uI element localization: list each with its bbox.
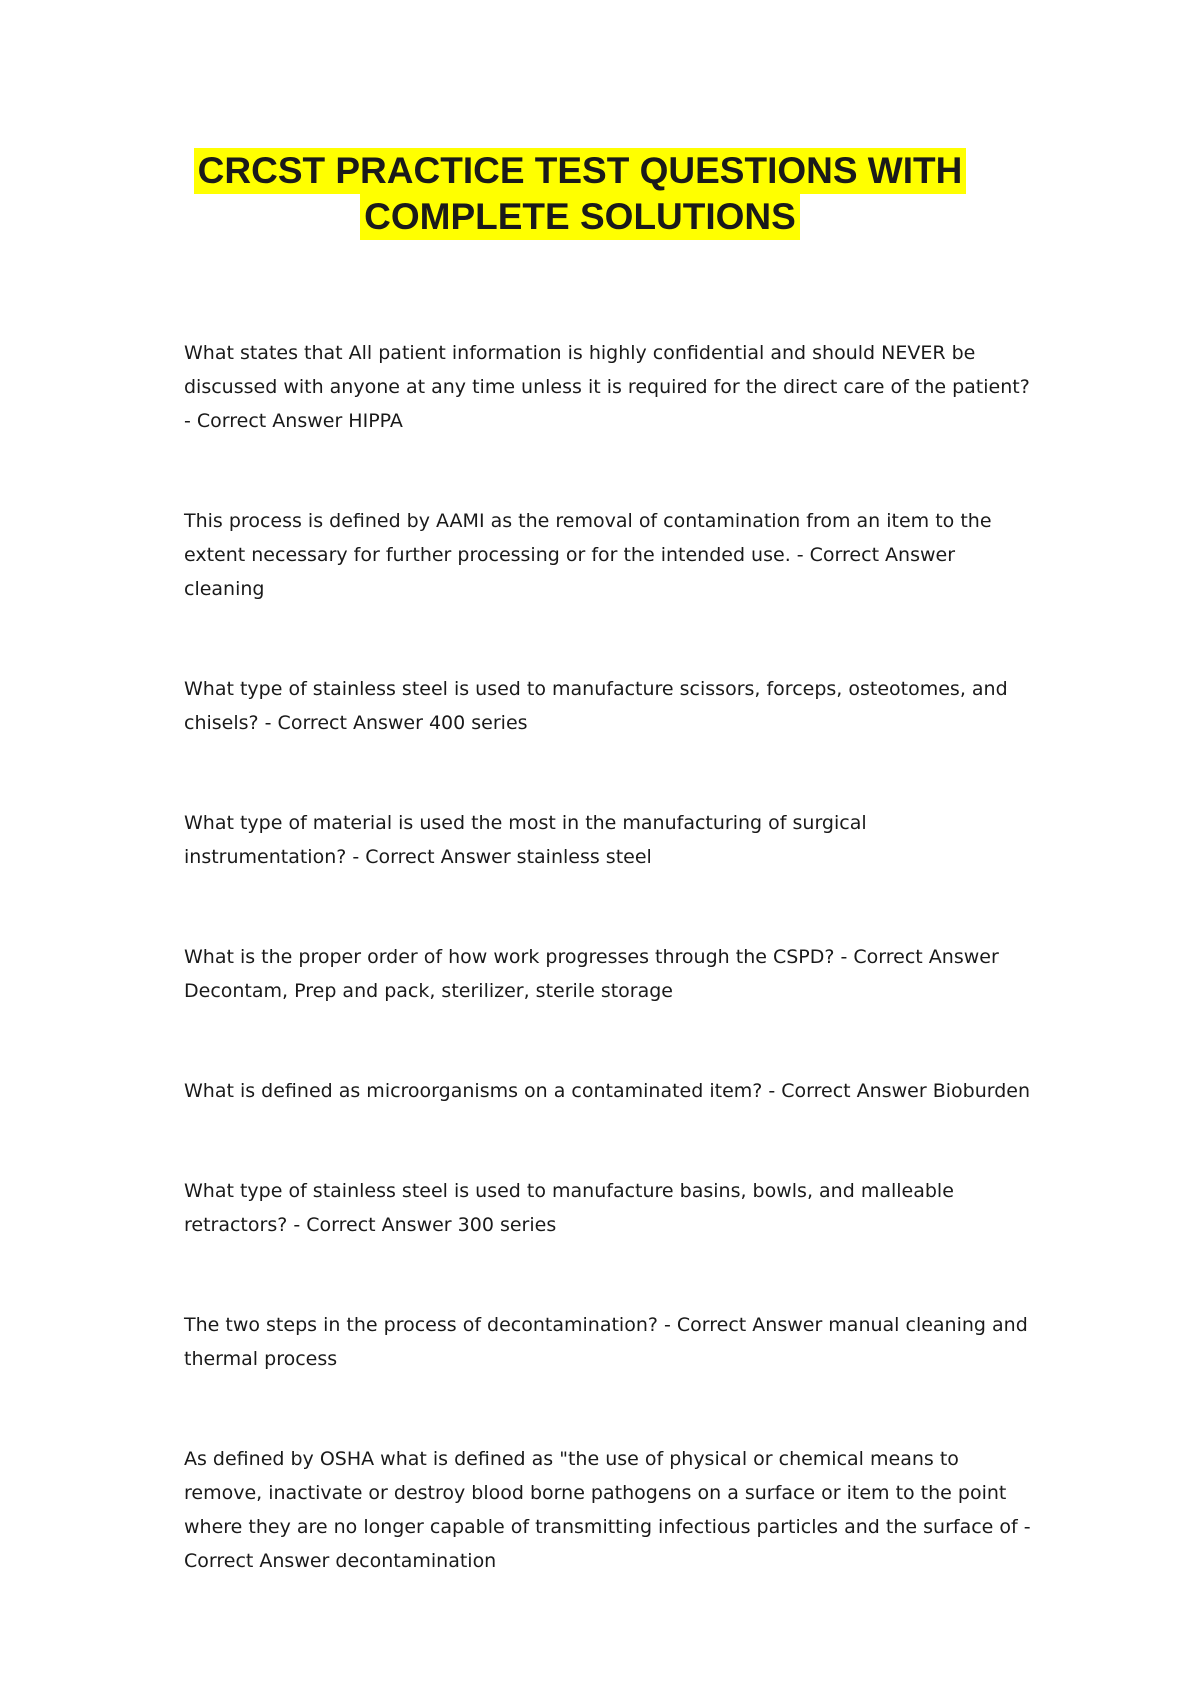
title-line-1: CRCST PRACTICE TEST QUESTIONS WITH: [194, 148, 967, 194]
question-item-6: What is defined as microorganisms on a contaminated item? - Correct Answer Bioburden: [184, 1080, 1031, 1102]
title-line-2: COMPLETE SOLUTIONS: [360, 194, 800, 240]
question-item-7: What type of stainless steel is used to manufacture basins, bowls, and malleable retractors? - Correct Answer 300 series: [184, 1180, 954, 1236]
question-item-5: What is the proper order of how work progresses through the CSPD? - Correct Answer Decontam, Prep and pack, sterilizer, sterile storage: [184, 946, 999, 1002]
question-item-2: This process is defined by AAMI as the removal of contamination from an item to the extent necessary for further processing or for the intended use. - Correct Answer cleaning: [184, 510, 992, 600]
question-item-1: What states that All patient information is highly confidential and should NEVER be discussed with anyone at any time unless it is required for the direct care of the patient? - Correct Answer HIPPA: [184, 342, 1030, 432]
question-list: [184, 336, 1034, 1578]
document-title: [0, 148, 1160, 240]
question-item-4: What type of material is used the most in the manufacturing of surgical instrumentation? - Correct Answer stainless steel: [184, 812, 867, 868]
question-item-8: The two steps in the process of decontamination? - Correct Answer manual cleaning and thermal process: [184, 1314, 1028, 1370]
question-item-9: As defined by OSHA what is defined as "the use of physical or chemical means to remove, inactivate or destroy blood borne pathogens on a surface or item to the point where they are no longer capable of transmitting infectious particles and the surface of - Correct Answer decontamination: [184, 1448, 1031, 1572]
question-item-3: What type of stainless steel is used to manufacture scissors, forceps, osteotomes, and chisels? - Correct Answer 400 series: [184, 678, 1008, 734]
